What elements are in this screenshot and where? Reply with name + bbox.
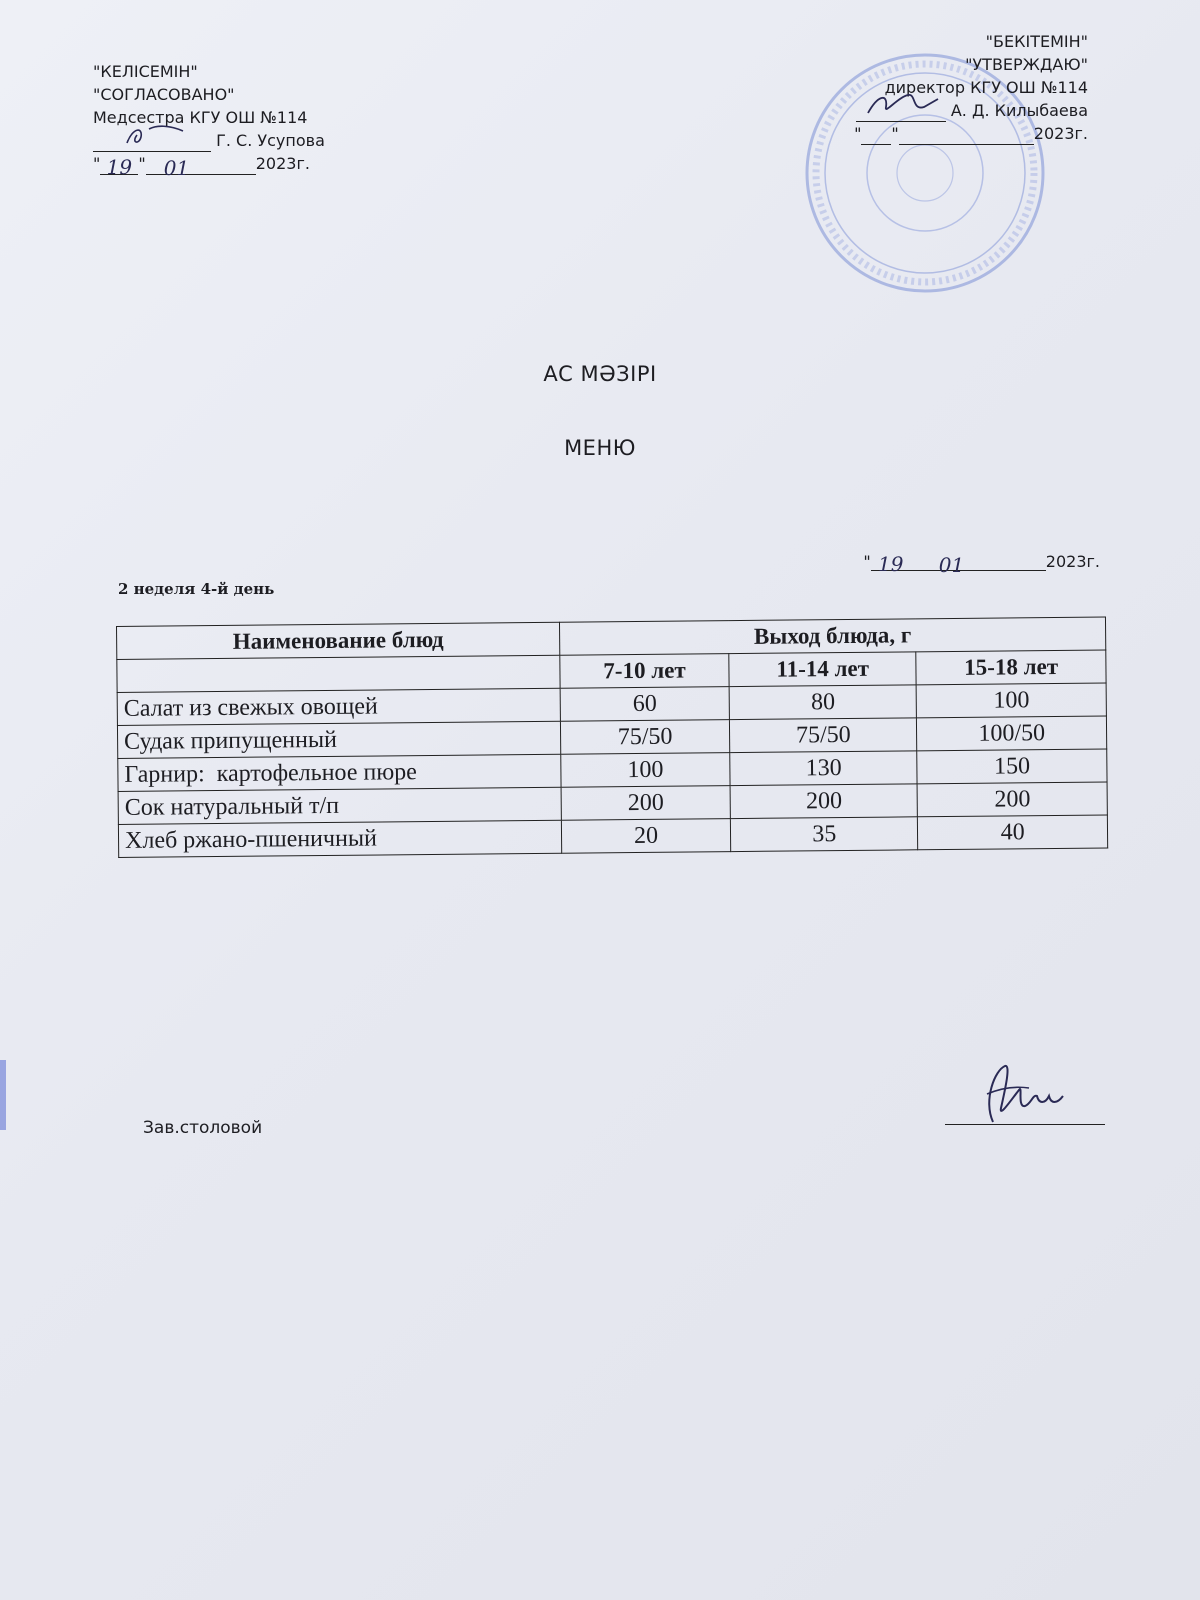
dish-value: 100/50	[917, 716, 1107, 751]
dish-name: Гарнир: картофельное пюре	[118, 754, 561, 791]
approve-ru-label: "УТВЕРЖДАЮ"	[965, 55, 1088, 74]
dish-name: Салат из свежых овощей	[117, 688, 560, 725]
dish-name: Хлеб ржано-пшеничный	[118, 820, 561, 857]
nurse-signature-mark	[123, 123, 193, 149]
approval-block-left	[93, 60, 325, 180]
nurse-date-day: 19	[106, 155, 133, 179]
dish-value: 60	[560, 687, 729, 722]
director-signature-underline	[856, 103, 946, 122]
director-date: " " 2023г.	[854, 124, 1088, 143]
canteen-signature-line	[945, 1124, 1105, 1125]
dish-value: 100	[561, 753, 730, 788]
director-name: А. Д. Килыбаева	[950, 101, 1088, 120]
nurse-signature-line	[93, 129, 325, 152]
age-col-2: 11-14 лет	[729, 652, 917, 687]
title-russian: МЕНЮ	[564, 436, 636, 460]
dish-value: 20	[561, 819, 730, 854]
director-signature-mark	[864, 89, 944, 119]
dish-value: 40	[918, 815, 1108, 850]
nurse-date-month: 01	[163, 156, 190, 180]
week-day-label: 2 неделя 4-й день	[118, 580, 275, 598]
approve-kz-label: "БЕКІТЕМІН"	[985, 32, 1088, 51]
canteen-head-label: Зав.столовой	[143, 1118, 263, 1138]
approval-block-right	[854, 30, 1088, 145]
dish-name: Сок натуральный т/п	[118, 787, 561, 824]
nurse-date: " 19 " 01 2023г.	[93, 154, 310, 180]
dish-value: 35	[731, 817, 919, 852]
menu-date: " 19 01 2023г.	[863, 552, 1100, 577]
canteen-head-signature	[975, 1060, 1075, 1130]
dish-value: 100	[917, 683, 1107, 718]
signature-underline	[93, 133, 211, 152]
nurse-name: Г. С. Усупова	[216, 131, 325, 150]
agree-kz-label: "КЕЛІСЕМІН"	[93, 62, 198, 81]
menu-table	[116, 616, 1108, 857]
dish-value: 130	[730, 751, 918, 786]
director-signature-line	[854, 99, 1088, 122]
dish-name-header: Наименование блюд	[117, 622, 560, 659]
agree-ru-label: "СОГЛАСОВАНО"	[93, 85, 235, 104]
menu-date-year: 2023г.	[1045, 552, 1100, 571]
dish-value: 150	[917, 749, 1107, 784]
director-position: директор КГУ ОШ №114	[884, 78, 1088, 97]
nurse-date-year: 2023г.	[255, 154, 310, 173]
dish-value: 200	[561, 786, 730, 821]
page-edge-mark	[0, 1060, 6, 1130]
dish-name: Судак припущенный	[117, 721, 560, 758]
output-header: Выход блюда, г	[559, 617, 1105, 655]
menu-date-day: 19	[878, 552, 904, 576]
age-col-1: 7-10 лет	[560, 654, 729, 689]
dish-value: 200	[730, 784, 918, 819]
age-col-3: 15-18 лет	[916, 650, 1106, 685]
age-header-empty	[117, 655, 560, 692]
dish-value: 75/50	[730, 718, 918, 753]
dish-value: 80	[729, 685, 917, 720]
menu-date-month: 01	[938, 553, 965, 577]
nurse-position: Медсестра КГУ ОШ №114	[93, 108, 308, 127]
dish-value: 200	[917, 782, 1107, 817]
title-kazakh: АС МӘЗІРІ	[543, 362, 657, 386]
director-date-year: 2023г.	[1033, 124, 1088, 143]
dish-value: 75/50	[560, 720, 729, 755]
